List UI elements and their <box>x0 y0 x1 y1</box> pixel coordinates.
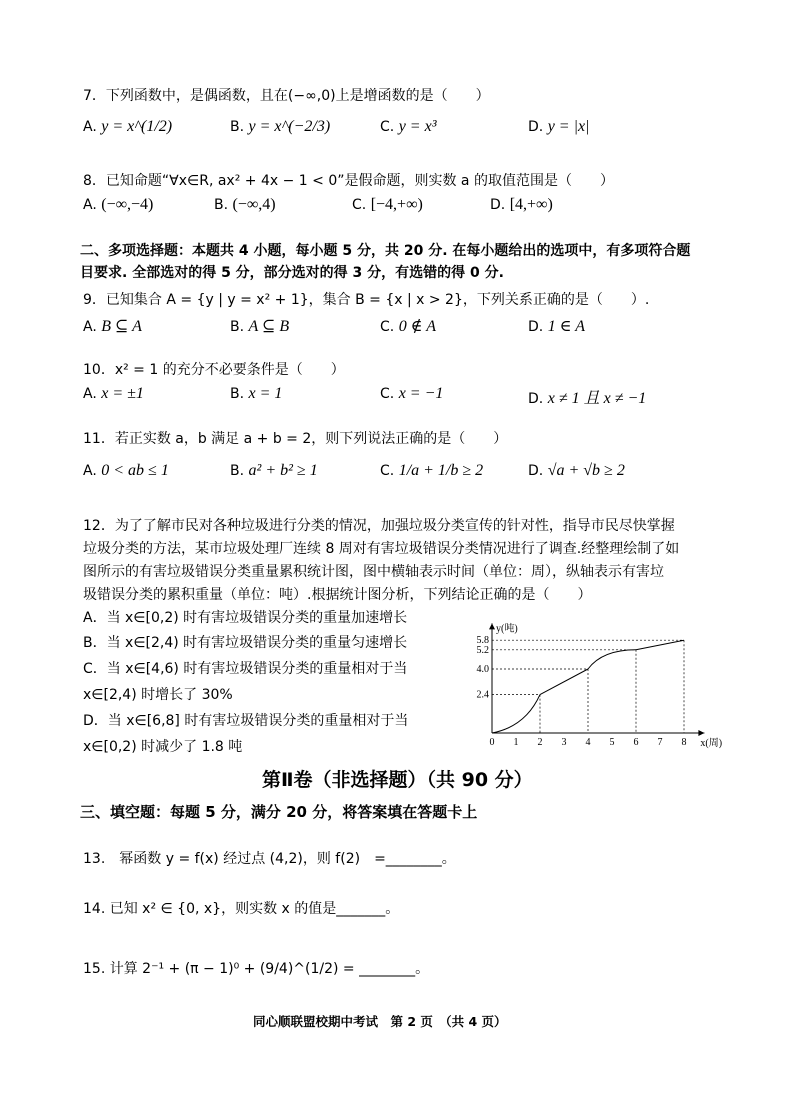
option-math: x = 1 <box>248 385 283 402</box>
curve-segment-2 <box>540 669 588 695</box>
option-label: B. <box>230 386 245 402</box>
option-label: B. <box>214 197 229 213</box>
q11-option-b <box>230 462 318 480</box>
q12-option-a: A．当 x∈[0,2) 时有害垃圾错误分类的重量加速增长 <box>83 610 408 626</box>
x-tick-label: 4 <box>585 737 591 748</box>
option-label: D. <box>528 319 544 335</box>
q8-option-c <box>352 196 423 214</box>
page-footer: 同心顺联盟校期中考试 第 2 页 （共 4 页） <box>253 1014 507 1029</box>
y-tick-label: 4.0 <box>476 664 489 675</box>
x-tick-label: 6 <box>633 737 639 748</box>
q7-option-c <box>380 118 436 136</box>
q12-line-4: 圾错误分类的累积重量（单位：吨）.根据统计图分析，下列结论正确的是（ ） <box>83 587 592 603</box>
option-math: √a + √b ≥ 2 <box>547 462 625 479</box>
q8-option-b <box>214 196 276 214</box>
option-label: A. <box>83 463 97 479</box>
option-math: 0 ∉ A <box>398 318 437 335</box>
option-label: D. <box>528 119 544 135</box>
option-math: y = |x| <box>547 118 590 135</box>
x-tick-label: 3 <box>561 737 567 748</box>
q7-option-a <box>83 118 172 136</box>
q7-stem: 7．下列函数中，是偶函数，且在(−∞,0)上是增函数的是（ ） <box>83 88 490 104</box>
q10-option-a <box>83 385 144 403</box>
option-math: 0 < ab ≤ 1 <box>101 462 169 479</box>
curve-segment-1 <box>492 695 540 733</box>
x-axis-label: x(周) <box>700 738 723 749</box>
q13-text: 13. 幂函数 y = f(x) 经过点 (4,2)，则 f(2) =________。 <box>83 851 456 867</box>
q9-option-d <box>528 316 585 336</box>
q8-option-a <box>83 196 153 214</box>
option-math: B ⊆ A <box>101 318 142 335</box>
q9-stem: 9．已知集合 A = {y | y = x² + 1}，集合 B = {x | x > 2}，下列关系正确的是（ ）. <box>83 292 650 308</box>
option-label: B. <box>230 319 245 335</box>
option-label: C. <box>380 319 395 335</box>
q10-stem: 10．x² = 1 的充分不必要条件是（ ） <box>83 362 345 378</box>
x-tick-label: 2 <box>537 737 543 748</box>
q11-stem: 11．若正实数 a，b 满足 a + b = 2，则下列说法正确的是（ ） <box>83 431 508 447</box>
option-label: A. <box>83 119 97 135</box>
y-axis-arrow <box>489 623 495 629</box>
q12-option-b: B．当 x∈[2,4) 时有害垃圾错误分类的重量匀速增长 <box>83 635 408 651</box>
option-label: D. <box>490 197 506 213</box>
x-tick-label: 5 <box>609 737 615 748</box>
q12-line-3: 图所示的有害垃圾错误分类重量累积统计图，图中横轴表示时间（单位：周），纵轴表示有害垃 <box>83 564 664 580</box>
part2-title: 第Ⅱ卷（非选择题）（共 90 分） <box>262 769 533 791</box>
q8-option-d <box>490 196 553 214</box>
option-math: x = −1 <box>398 385 444 402</box>
option-label: A. <box>83 197 97 213</box>
x-tick-label: 1 <box>513 737 519 748</box>
cumulative-weight-chart <box>462 605 732 750</box>
q7-option-b <box>230 118 330 136</box>
y-axis-label: y(吨) <box>496 623 518 635</box>
y-tick-label: 5.8 <box>476 635 489 647</box>
x-tick-label: 7 <box>657 737 663 748</box>
option-label: C. <box>380 463 395 479</box>
q12-line-2: 垃圾分类的方法，某市垃圾处理厂连续 8 周对有害垃圾错误分类情况进行了调查.经整理绘制了如 <box>83 541 680 557</box>
section3-heading: 三、填空题：每题 5 分，满分 20 分，将答案填在答题卡上 <box>80 803 478 821</box>
option-label: A. <box>83 386 97 402</box>
x-axis-arrow <box>698 730 704 736</box>
q12-option-c: C．当 x∈[4,6) 时有害垃圾错误分类的重量相对于当 <box>83 661 408 677</box>
option-math: (−∞,4) <box>232 196 276 213</box>
q11-option-a <box>83 462 169 480</box>
q11-option-c <box>380 462 483 480</box>
q10-option-c <box>380 385 443 403</box>
q12-option-d-cont: x∈[0,2) 时减少了 1.8 吨 <box>83 739 243 755</box>
option-math: 1 ∈ A <box>547 318 586 335</box>
y-tick-label: 5.2 <box>476 644 489 656</box>
option-math: a² + b² ≥ 1 <box>248 462 318 479</box>
q8-stem: 8．已知命题“∀x∈R, ax² + 4x − 1 < 0”是假命题，则实数 a 的取值范围是（ ） <box>83 173 614 189</box>
option-label: C. <box>352 197 367 213</box>
q15-text: 15. 计算 2⁻¹ + (π − 1)⁰ + (9/4)^(1/2) = ________。 <box>83 961 430 977</box>
option-label: D. <box>528 391 544 407</box>
x-tick-label: 0 <box>489 737 495 748</box>
q10-option-d <box>528 385 646 408</box>
option-math: y = x³ <box>398 118 437 135</box>
q7-option-d <box>528 118 589 136</box>
option-math: (−∞,−4) <box>101 196 154 213</box>
section2-heading-line1: 二、多项选择题：本题共 4 小题，每小题 5 分，共 20 分. 在每小题给出的选项中，有多项符合题 <box>80 243 691 259</box>
chart-root <box>477 621 723 749</box>
option-math: A ⊆ B <box>248 318 290 335</box>
q9-option-a <box>83 316 142 336</box>
section2-heading-line2: 目要求. 全部选对的得 5 分，部分选对的得 3 分，有选错的得 0 分. <box>80 265 504 281</box>
option-math: x = ±1 <box>101 385 144 402</box>
option-label: B. <box>230 119 245 135</box>
option-label: C. <box>380 386 395 402</box>
y-tick-label: 2.4 <box>476 689 489 701</box>
curve-segment-4 <box>636 640 684 650</box>
q11-option-d <box>528 462 625 480</box>
option-label: B. <box>230 463 245 479</box>
q12-option-c-cont: x∈[2,4) 时增长了 30% <box>83 687 233 703</box>
q9-option-b <box>230 316 289 336</box>
option-math: y = x^(1/2) <box>101 118 173 135</box>
option-math: [−4,+∞) <box>370 196 423 213</box>
q10-option-b <box>230 385 282 403</box>
x-tick-label: 8 <box>681 737 687 748</box>
option-label: A. <box>83 319 97 335</box>
q12-line-1: 12．为了了解市民对各种垃圾进行分类的情况，加强垃圾分类宣传的针对性，指导市民尽快掌握 <box>83 518 675 534</box>
option-math: x ≠ 1 且 x ≠ −1 <box>547 390 647 407</box>
curve-segment-3 <box>588 650 636 669</box>
option-label: D. <box>528 463 544 479</box>
q9-option-c <box>380 316 436 336</box>
option-math: [4,+∞) <box>509 196 553 213</box>
q12-option-d: D．当 x∈[6,8] 时有害垃圾错误分类的重量相对于当 <box>83 713 409 729</box>
option-math: y = x^(−2/3) <box>248 118 331 135</box>
q14-text: 14. 已知 x² ∈ {0, x}，则实数 x 的值是_______。 <box>83 901 400 917</box>
option-math: 1/a + 1/b ≥ 2 <box>398 462 484 479</box>
option-label: C. <box>380 119 395 135</box>
